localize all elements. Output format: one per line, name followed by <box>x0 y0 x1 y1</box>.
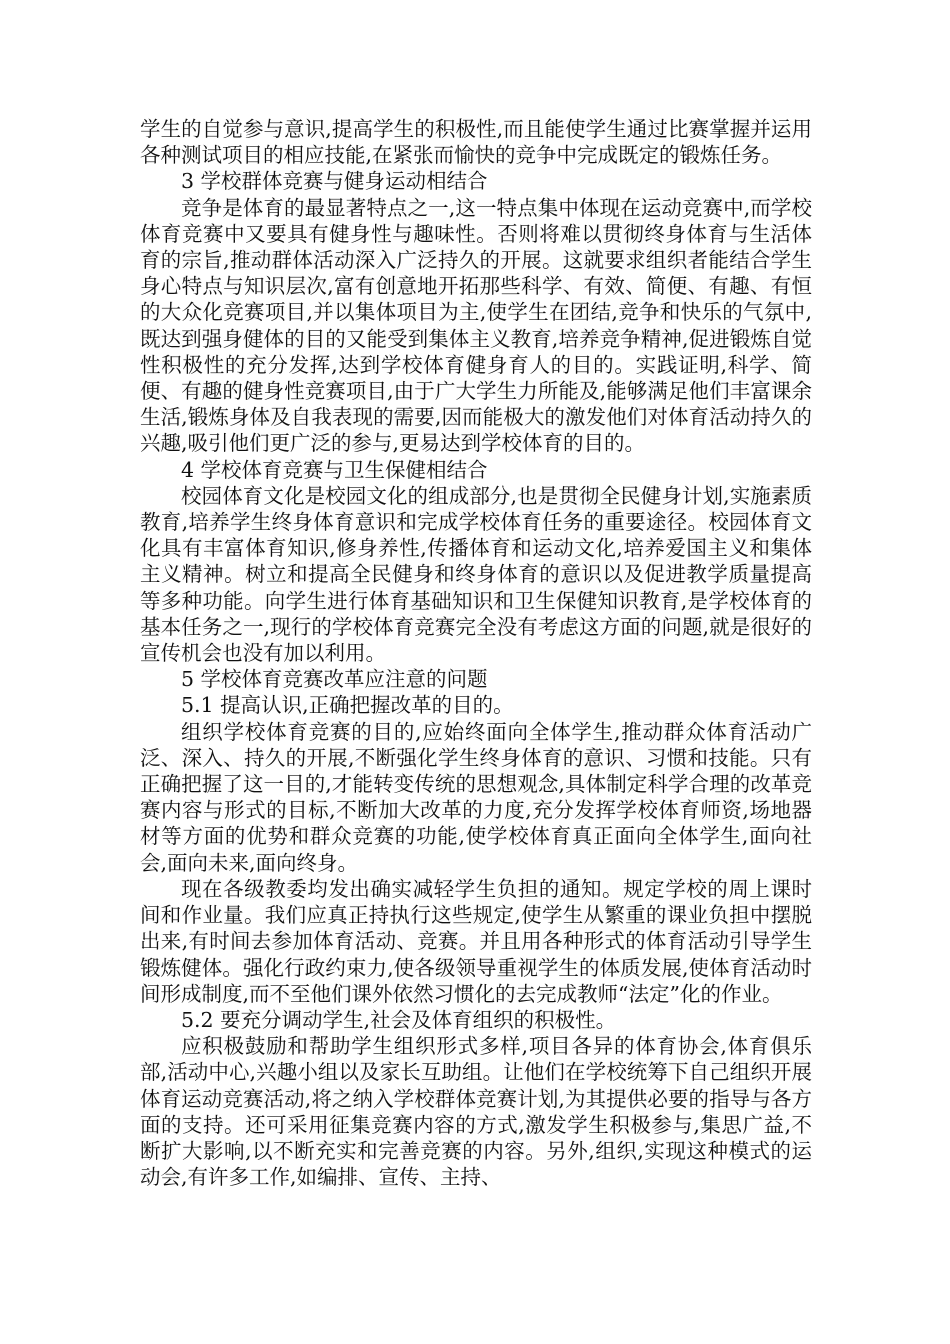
subsection-heading-5-2: 5.2 要充分调动学生,社会及体育组织的积极性。 <box>181 1007 617 1032</box>
section-heading-4: 4 学校体育竞赛与卫生保健相结合 <box>181 457 488 482</box>
paragraph: 组织学校体育竞赛的目的,应始终面向全体学生,推动群众体育活动广泛、深入、持久的开展,不断强化学生终身体育的意识、习惯和技能。只有正确把握了这一目的,才能转变传统的思想观念,具体制定科学合理的改革竞赛内容与形式的目标,不断加大改革的力度,充分发挥学校体育师资,场地器材等方面的优势和群众竞赛的功能,使学校体育真正面向全体学生,面向社会,面向未来,面向终身。 <box>140 719 812 875</box>
paragraph: 校园体育文化是校园文化的组成部分,也是贯彻全民健身计划,实施素质教育,培养学生终身体育意识和完成学校体育任务的重要途径。校园体育文化具有丰富体育知识,修身养性,传播体育和运动文化,培养爱国主义和集体主义精神。树立和提高全民健身和终身体育的意识以及促进教学质量提高等多种功能。向学生进行体育基础知识和卫生保健知识教育,是学校体育的基本任务之一,现行的学校体育竞赛完全没有考虑这方面的问题,就是很好的宣传机会也没有加以利用。 <box>140 483 812 666</box>
section-heading-5: 5 学校体育竞赛改革应注意的问题 <box>181 667 488 692</box>
document-page <box>140 116 812 1190</box>
paragraph: 应积极鼓励和帮助学生组织形式多样,项目各异的体育协会,体育俱乐部,活动中心,兴趣小组以及家长互助组。让他们在学校统筹下自己组织开展体育运动竞赛活动,将之纳入学校群体竞赛计划,为其提供必要的指导与各方面的支持。还可采用征集竞赛内容的方式,激发学生积极参与,集思广益,不断扩大影响,以不断充实和完善竞赛的内容。另外,组织,实现这种模式的运动会,有许多工作,如编排、宣传、主持、 <box>140 1034 812 1190</box>
subsection-heading-5-1: 5.1 提高认识,正确把握改革的目的。 <box>181 693 514 718</box>
paragraph: 现在各级教委均发出确实减轻学生负担的通知。规定学校的周上课时间和作业量。我们应真正持执行这些规定,使学生从繁重的课业负担中摆脱出来,有时间去参加体育活动、竞赛。并且用各种形式的体育活动引导学生锻炼健体。强化行政约束力,使各级领导重视学生的体质发展,使体育活动时间形成制度,而不至他们课外依然习惯化的去完成教师“法定”化的作业。 <box>140 876 812 1006</box>
section-heading-3: 3 学校群体竞赛与健身运动相结合 <box>181 169 488 194</box>
paragraph-continued: 学生的自觉参与意识,提高学生的积极性,而且能使学生通过比赛掌握并运用各种测试项目的相应技能,在紧张而愉快的竞争中完成既定的锻炼任务。 <box>140 117 812 168</box>
paragraph: 竞争是体育的最显著特点之一,这一特点集中体现在运动竞赛中,而学校体育竞赛中又要具有健身性与趣味性。否则将难以贯彻终身体育与生活体育的宗旨,推动群体活动深入广泛持久的开展。这就要求组织者能结合学生身心特点与知识层次,富有创意地开拓那些科学、有效、简便、有趣、有恒的大众化竞赛项目,并以集体项目为主,使学生在团结,竞争和快乐的气氛中,既达到强身健体的目的又能受到集体主义教育,培养竞争精神,促进锻炼自觉性积极性的充分发挥,达到学校体育健身育人的目的。实践证明,科学、简便、有趣的健身性竞赛项目,由于广大学生力所能及,能够满足他们丰富课余生活,锻炼身体及自我表现的需要,因而能极大的激发他们对体育活动持久的兴趣,吸引他们更广泛的参与,更易达到学校体育的目的。 <box>140 195 812 456</box>
